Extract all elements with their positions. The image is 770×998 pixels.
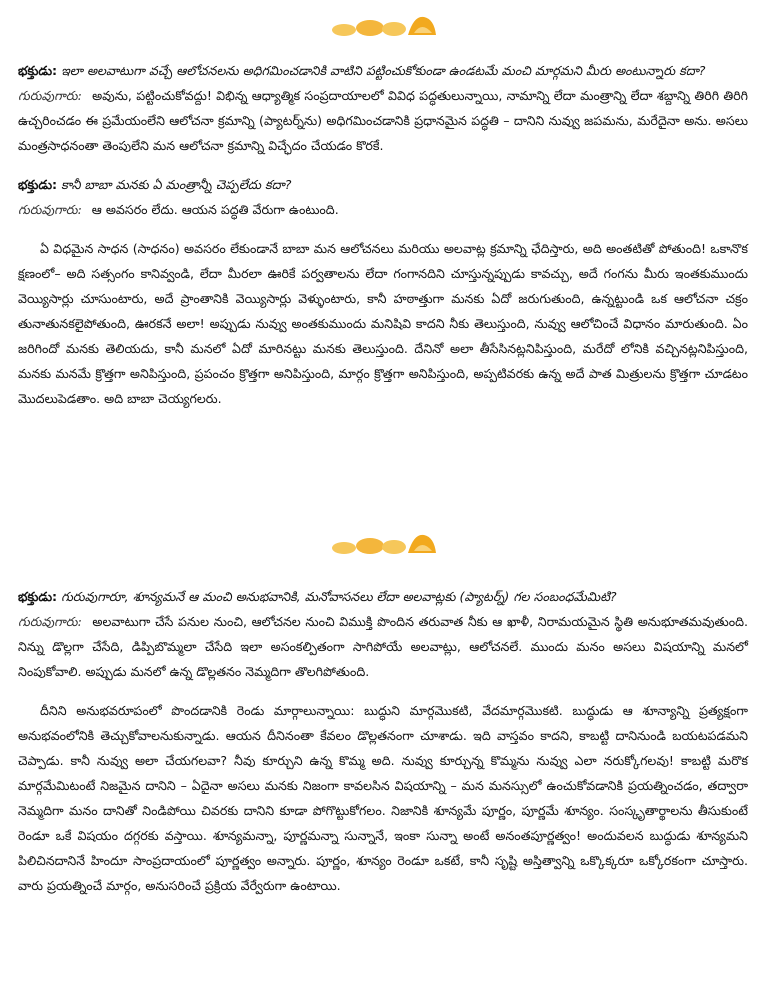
question-1: [18, 58, 748, 83]
middle-divider: [0, 524, 770, 564]
answer-3: [18, 609, 748, 684]
question-text: గురువుగారూ, శూన్యమనే ఆ మంచి అనుభవానికి, మనోవాసనలు లేదా అలవాట్లకు (ప్యాటర్న్) గల సంబంధమేమిటి?: [61, 589, 617, 604]
guru-label: గురువుగారు:: [18, 88, 82, 103]
answer-text: ఆ అవసరం లేదు. ఆయన పద్ధతి వేరుగా ఉంటుంది.: [91, 202, 339, 217]
lotus-ornament-icon: [330, 529, 440, 559]
paragraph-1: ఏ విధమైన సాధన (సాధనం) అవసరం లేకుండానే బాబా మన ఆలోచనలు మరియు అలవాట్ల క్రమాన్ని ఛేదిస్తారు, అది అంతటితో పోతుంది! ఒకానొక క్షణంలో– అది సత్సంగం కానివ్వండి, లేదా మీరలా ఊరికే పర్వతాలను లేదా గంగానదిని చూస్తున్నప్పుడు కావచ్చు, అదే గంగను మీరు ఇంతకుముందు వెయ్యిసార్లు చూసుంటారు, అదే ప్రాంతానికి వెయ్యిసార్లు వెళ్ళుంటారు, కానీ హఠాత్తుగా మనకు ఏదో జరుగుతుంది, ఉన్నట్టుండి ఒక ఆలోచనా చక్రం తునాతునకలైపోతుంది, ఊరకనే అలా! అప్పుడు నువ్వు అంతకుముందు మనిషివి కాదని నీకు తెలుస్తుంది, నువ్వు ఆలోచించే విధానం మారుతుంది. ఏం జరిగిందో మనకు తెలియదు, కానీ మనలో ఏదో మారినట్టు మనకు తెలుస్తుంది. దేనినో అలా తీసేసినట్లనిపిస్తుంది, మరేదో లోనికి వచ్చినట్లనిపిస్తుంది, మనకు మనమే క్రొత్తగా అనిపిస్తుంది, ప్రపంచం క్రొత్తగా అనిపిస్తుంది, మార్గం క్రొత్తగా అనిపిస్తుంది, అప్పటివరకు ఉన్న అదే పాత మిత్రులను క్రొత్తగా చూడటం మొదలుపెడతాం. అది బాబా చెయ్యగలరు.: [18, 241, 748, 406]
devotee-label: భక్తుడు:: [18, 589, 58, 604]
answer-2: [18, 197, 748, 222]
question-3: [18, 584, 748, 609]
question-2: [18, 172, 748, 197]
lotus-ornament-icon: [330, 11, 440, 41]
answer-text: అవును, పట్టించుకోవద్దు! విభిన్న ఆధ్యాత్మిక సంప్రదాయాలలో వివిధ పద్ధతులున్నాయి, నామాన్ని లేదా మంత్రాన్ని లేదా శబ్దాన్ని తిరిగి తిరిగి ఉచ్చరించడం ఈ ప్రమేయంలేని ఆలోచనా క్రమాన్ని (ప్యాటర్న్‌ను) అధిగమించడానికి ప్రధానమైన పద్ధతి – దానిని నువ్వు జపమను, మరేదైనా అను. అసలు మంత్రసాధనంతా తెంపులేని మన ఆలోచనా క్రమాన్ని విచ్ఛేదం చేయడం కొరకే.: [18, 88, 749, 153]
devotee-label: భక్తుడు:: [18, 177, 58, 192]
answer-1: [18, 83, 748, 158]
question-text: కానీ బాబా మనకు ఏ మంత్రాన్నీ చెప్పలేదు కదా?: [61, 177, 292, 192]
devotee-label: భక్తుడు:: [18, 63, 58, 78]
question-text: ఇలా అలవాటుగా వచ్చే ఆలోచనలను అధిగమించడానికి వాటిని పట్టించుకోకుండా ఉండటమే మంచి మార్గమని మీరు అంటున్నారు కదా?: [61, 63, 706, 78]
section-2: [18, 584, 748, 898]
answer-text: అలవాటుగా చేసే పనుల నుంచి, ఆలోచనల నుంచి విముక్తి పొందిన తరువాత నీకు ఆ ఖాళీ, నిరామయమైన స్థితి అనుభూతమవుతుంది. నిన్ను డొల్లగా చేసేది, డిప్పిబొమ్మలా చేసేది ఇలా అసంకల్పితంగా సాగిపోయే అలవాట్లు, ఆలోచనలే. ముందు మనం అసలు విషయాన్ని మనలో నింపుకోవాలి. అప్పుడు మనలో ఉన్న డొల్లతనం నెమ్మదిగా తొలగిపోతుంది.: [18, 614, 748, 679]
top-divider: [0, 6, 770, 46]
section-1: [18, 58, 748, 411]
guru-label: గురువుగారు:: [18, 202, 82, 217]
guru-label: గురువుగారు:: [18, 614, 82, 629]
paragraph-2: దీనిని అనుభవరూపంలో పొందడానికి రెండు మార్గాలున్నాయి: బుద్ధుని మార్గమొకటి, వేదమార్గమొకటి. బుద్ధుడు ఆ శూన్యాన్ని ప్రత్యక్షంగా అనుభవంలోనికి తెచ్చుకోవాలనుకున్నాడు. ఆయన దీనినంతా కేవలం డొల్లతనంగా చూశాడు. ఇది వాస్తవం కాదని, కాబట్టి దానినుండి బయటపడమని చెప్పాడు. కానీ నువ్వు అలా చేయగలవా? నీవు కూర్చుని ఉన్న కొమ్మ అది. నువ్వు కూర్చున్న కొమ్మను నువ్వు ఎలా నరుక్కోగలవు! కాబట్టి మరొక మార్గమేమిటంటే నిజమైన దానిని – ఏదైనా అసలు మనకు నిజంగా కావలసిన విషయాన్ని – మన మనస్సులో ఉంచుకోవడానికి ప్రయత్నించడం, తద్వారా నెమ్మదిగా మనం దానితో నిండిపోయి చివరకు దానిని కూడా పోగొట్టుకోగలం. నిజానికి శూన్యమే పూర్ణం, పూర్ణమే శూన్యం. సంస్కృతార్థాలను తీసుకుంటే రెండూ ఒకే విషయం దగ్గరకు వస్తాయి. శూన్యమన్నా, పూర్ణమన్నా సున్నానే, ఇంకా సున్నా అంటే అనంతపూర్ణత్వం! అందువలన బుద్ధుడు శూన్యమని పిలిచినదానినే హిందూ సాంప్రదాయంలో పూర్ణత్వం అన్నారు. పూర్ణం, శూన్యం రెండూ ఒకటే, కానీ సృష్టి అస్తిత్వాన్ని ఒక్కొక్కరూ ఒక్కోరకంగా చూస్తారు. వారు ప్రయత్నించే మార్గం, అనుసరించే ప్రక్రియ వేర్వేరుగా ఉంటాయి.: [18, 703, 748, 893]
